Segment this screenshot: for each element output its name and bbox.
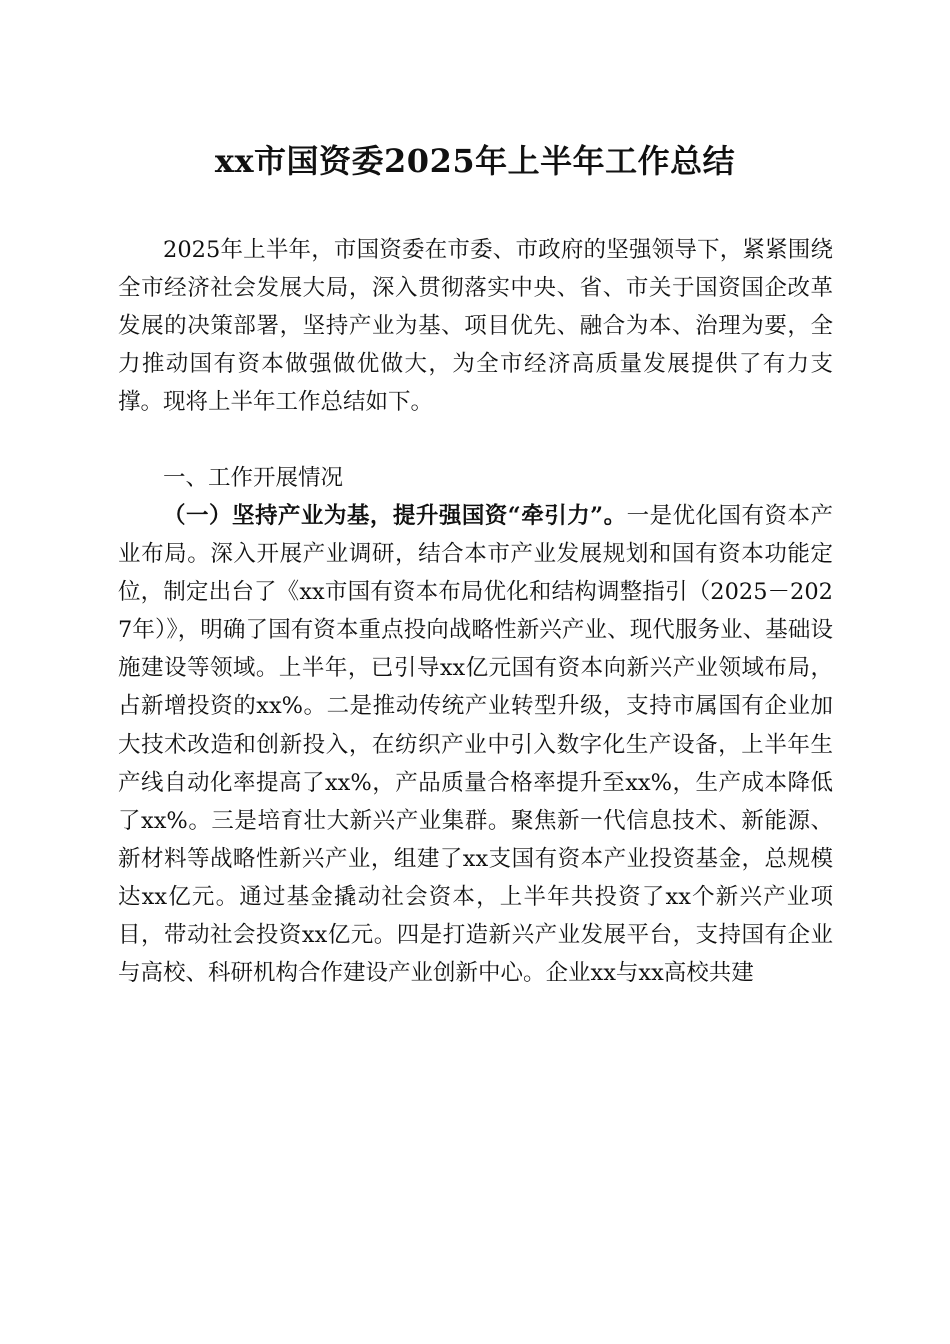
section-1-paragraph [118, 497, 833, 992]
section-heading-work-progress: 一、工作开展情况 [163, 465, 344, 491]
subsection-lead-industry: （一）坚持产业为基，提升强国资“牵引力”。 [163, 503, 627, 529]
document-title: xx市国资委2025年上半年工作总结 [214, 142, 736, 180]
subsection-body-industry: 一是优化国有资本产业布局。深入开展产业调研，结合本市产业发展规划和国有资本功能定位，制定出台了《xx市国有资本布局优化和结构调整指引（2025－2027年）》，明确了国有资本重点投向战略性新兴产业、现代服务业、基础设施建设等领域。上半年，已引导xx亿元国有资本向新兴产业领域布局，占新增投资的xx%。二是推动传统产业转型升级，支持市属国有企业加大技术改造和创新投入，在纺织产业中引入数字化生产设备，上半年生产线自动化率提高了xx%，产品质量合格率提升至xx%，生产成本降低了xx%。三是培育壮大新兴产业集群。聚焦新一代信息技术、新能源、新材料等战略性新兴产业，组建了xx支国有资本产业投资基金，总规模达xx亿元。通过基金撬动社会资本，上半年共投资了xx个新兴产业项目，带动社会投资xx亿元。四是打造新兴产业发展平台，支持国有企业与高校、科研机构合作建设产业创新中心。企业xx与xx高校共建 [118, 503, 833, 987]
intro-paragraph: 2025年上半年，市国资委在市委、市政府的坚强领导下，紧紧围绕全市经济社会发展大局，深入贯彻落实中央、省、市关于国资国企改革发展的决策部署，坚持产业为基、项目优先、融合为本、治理为要，全力推动国有资本做强做优做大，为全市经济高质量发展提供了有力支撑。现将上半年工作总结如下。 [118, 237, 833, 416]
